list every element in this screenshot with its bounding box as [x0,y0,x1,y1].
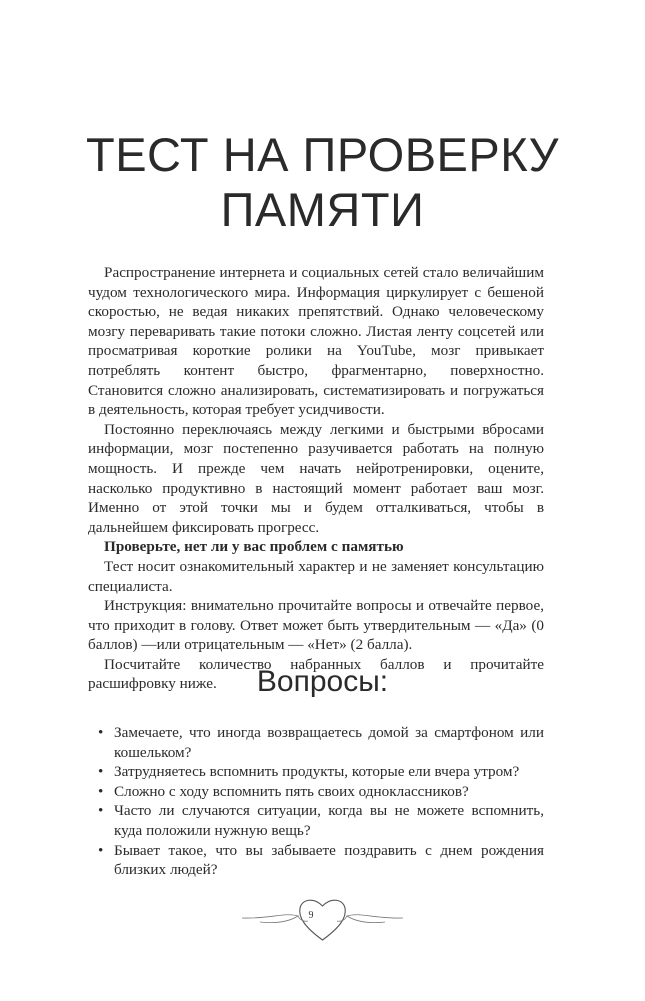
bullet-icon: • [98,763,104,781]
question-item [88,801,544,840]
question-item [88,762,544,782]
paragraph-heading-check: Проверьте, нет ли у вас проблем с памятью [104,538,404,556]
question-text: Замечаете, что иногда возвращаетесь домой за смартфоном или кошельком? [114,724,544,761]
paragraph-disclaimer: Тест носит ознакомительный характер и не заменяет консультацию специалиста. [88,557,544,595]
question-text: Бывает такое, что вы забываете поздравить с днем рождения близких людей? [114,841,544,879]
question-item [88,841,544,880]
question-text: Сложно с ходу вспомнить пять своих одноклассников? [114,782,469,800]
paragraph-instruction: Инструкция: внимательно прочитайте вопросы и отвечайте первое, что приходит в голову. Ответ может быть утвердительным — «Да» (0 баллов) —или отрицательным — «Нет» (2 балла). [88,597,544,654]
bullet-icon: • [98,782,104,800]
paragraph-switching: Постоянно переключаясь между легкими и быстрыми вбросами информации, мозг постепенно разучивается работать на полную мощность. И прежде чем начать нейротренировки, оцените, насколько продуктивно в настоящий момент работает ваш мозг. Именно от этой точки мы и будем отталкиваться, чтобы в дальнейшем фиксировать прогресс. [88,420,544,536]
bullet-icon: • [98,802,104,820]
page-number: 9 [308,910,314,921]
page-title-line-1: ТЕСТ НА ПРОВЕРКУ [85,128,560,181]
body-text [88,263,544,694]
question-item [88,782,544,802]
bullet-icon: • [98,724,104,741]
paragraph-scoring: Посчитайте количество набранных баллов и прочитайте расшифровку ниже. [88,655,544,693]
question-text: Часто ли случаются ситуации, когда вы не можете вспомнить, куда положили нужную вещь? [114,802,544,839]
paragraph-intro: Распространение интернета и социальных сетей стало величайшим чудом технологического мира. Информация циркулирует с бешеной скоростью, не ведая никаких препятствий. Однако человеческому мозгу переваривать такие потоки сложно. Листая ленту соцсетей или просматривая короткие ролики на YouTube, мозг привыкает потреблять контент быстро, фрагментарно, поверхностно. Становится сложно анализировать, систематизировать и погружаться в деятельность, которая требует усидчивости. [88,264,544,419]
question-text: Затрудняетесь вспомнить продукты, которые ели вчера утром? [114,763,520,781]
page-title-line-2: ПАМЯТИ [220,183,425,236]
questions-list [88,723,544,880]
questions-title: Вопросы: [256,665,389,698]
question-item [88,723,544,762]
bullet-icon: • [98,841,104,859]
